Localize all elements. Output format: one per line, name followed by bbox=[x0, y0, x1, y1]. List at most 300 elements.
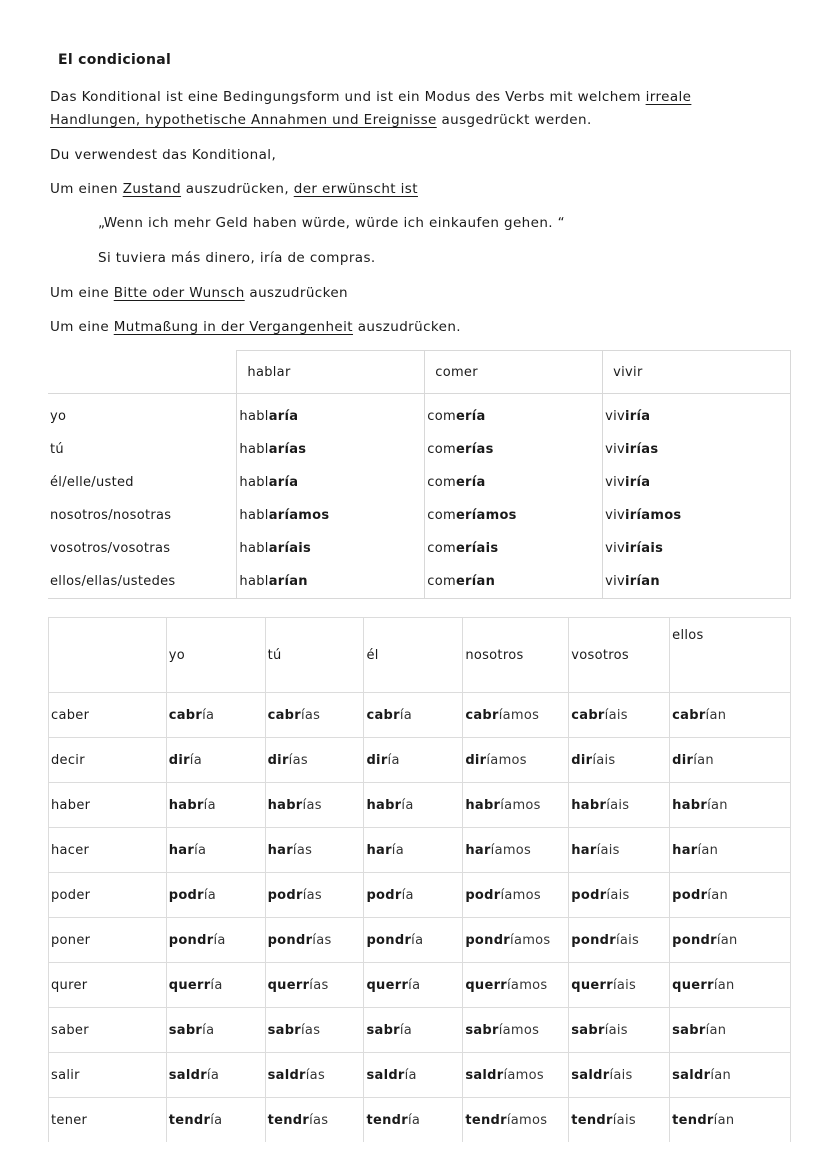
verb-stem: querr bbox=[366, 977, 409, 993]
verb-stem: dir bbox=[465, 752, 487, 768]
conjugation-cell bbox=[670, 1008, 791, 1053]
table-row bbox=[48, 466, 791, 499]
verb-stem: podr bbox=[672, 887, 708, 903]
verb-ending: ían bbox=[716, 932, 738, 948]
verb-ending: ía bbox=[202, 1022, 215, 1038]
verb-ending: íais bbox=[606, 797, 630, 813]
verb-stem: pondr bbox=[168, 932, 214, 948]
table-row bbox=[49, 963, 791, 1008]
conjugation-cell bbox=[364, 918, 463, 963]
zustand-mid: auszudrücken, bbox=[181, 181, 294, 197]
bitte-underline: Bitte oder Wunsch bbox=[113, 285, 245, 301]
verb-stem: tendr bbox=[672, 1112, 714, 1128]
conjugation-cell bbox=[603, 394, 791, 434]
conjugation-cell bbox=[364, 783, 463, 828]
verb-ending: ería bbox=[455, 409, 486, 424]
intro-underline-handlungen: Handlungen, hypothetische Annahmen und Ereignisse bbox=[50, 112, 437, 128]
verb-ending: ías bbox=[301, 1022, 321, 1038]
verb-stem: cabr bbox=[465, 707, 499, 723]
conjugation-cell bbox=[364, 828, 463, 873]
verb-stem: saldr bbox=[168, 1067, 207, 1083]
person-cell: tú bbox=[50, 442, 64, 457]
conjugation-cell bbox=[569, 1098, 670, 1143]
table-header-row bbox=[49, 618, 791, 693]
verb-stem: cabr bbox=[168, 707, 203, 723]
verb-stem: dir bbox=[267, 752, 289, 768]
conjugation-cell bbox=[166, 828, 265, 873]
verb-ending: íamos bbox=[510, 932, 551, 948]
verb-ending: íamos bbox=[503, 1067, 544, 1083]
verb-ending: ía bbox=[404, 1067, 417, 1083]
conjugation-cell bbox=[603, 532, 791, 565]
verb-stem: querr bbox=[267, 977, 310, 993]
verb-stem: tendr bbox=[168, 1112, 211, 1128]
conjugation-cell bbox=[166, 1008, 265, 1053]
verb-infinitive-cell: saber bbox=[49, 1008, 167, 1053]
verb-ending: íais bbox=[615, 932, 640, 948]
verb-stem: querr bbox=[571, 977, 613, 993]
verb-ending: arías bbox=[268, 442, 307, 457]
verb-ending: ería bbox=[455, 475, 486, 490]
verb-stem: saldr bbox=[571, 1067, 610, 1083]
verb-stem: querr bbox=[465, 977, 508, 993]
conjugation-cell bbox=[237, 466, 425, 499]
verb-ending: ían bbox=[713, 1112, 735, 1128]
verb-stem: habl bbox=[239, 541, 269, 556]
verb-ending: íais bbox=[604, 1022, 628, 1038]
verb-stem: viv bbox=[605, 574, 626, 589]
verb-stem: pondr bbox=[465, 932, 511, 948]
person-cell: yo bbox=[50, 409, 67, 424]
verb-infinitive-cell: poner bbox=[49, 918, 167, 963]
conjugation-cell bbox=[670, 738, 791, 783]
verb-ending: ía bbox=[210, 1112, 223, 1128]
verb-stem: habr bbox=[267, 797, 303, 813]
verb-stem: har bbox=[366, 842, 392, 858]
verb-ending: aría bbox=[268, 409, 299, 424]
conjugation-cell bbox=[603, 499, 791, 532]
verb-stem: cabr bbox=[571, 707, 605, 723]
table-header-row bbox=[48, 351, 791, 394]
verb-stem: sabr bbox=[571, 1022, 605, 1038]
verb-ending: iría bbox=[625, 409, 651, 424]
verb-ending: ían bbox=[697, 842, 719, 858]
verb-ending: ía bbox=[391, 842, 404, 858]
verb-stem: tendr bbox=[366, 1112, 408, 1128]
verb-stem: cabr bbox=[366, 707, 400, 723]
verb-stem: com bbox=[427, 475, 456, 490]
conjugation-cell bbox=[364, 738, 463, 783]
conjugation-cell bbox=[670, 693, 791, 738]
conjugation-cell bbox=[265, 1053, 364, 1098]
verb-stem: com bbox=[427, 442, 456, 457]
conjugation-cell bbox=[569, 828, 670, 873]
verb-stem: querr bbox=[672, 977, 714, 993]
verb-stem: sabr bbox=[168, 1022, 203, 1038]
verb-ending: ían bbox=[707, 797, 728, 813]
conjugation-cell bbox=[463, 1098, 569, 1143]
conjugation-cell bbox=[670, 1053, 791, 1098]
verb-stem: har bbox=[672, 842, 698, 858]
conjugation-cell bbox=[425, 532, 603, 565]
conjugation-cell bbox=[237, 433, 425, 466]
conjugation-cell bbox=[425, 499, 603, 532]
verb-stem: querr bbox=[168, 977, 211, 993]
verb-ending: aría bbox=[268, 475, 299, 490]
conjugation-cell bbox=[265, 963, 364, 1008]
conjugation-cell bbox=[166, 693, 265, 738]
verb-ending: íais bbox=[612, 1112, 636, 1128]
verb-stem: saldr bbox=[267, 1067, 306, 1083]
verb-stem: sabr bbox=[672, 1022, 706, 1038]
verb-stem: dir bbox=[366, 752, 388, 768]
conjugation-cell bbox=[463, 1053, 569, 1098]
conjugation-cell bbox=[603, 565, 791, 599]
verb-stem: tendr bbox=[571, 1112, 613, 1128]
conjugation-cell bbox=[569, 918, 670, 963]
verb-stem: habl bbox=[239, 574, 269, 589]
conjugation-cell bbox=[425, 433, 603, 466]
column-header: él bbox=[364, 618, 463, 693]
conjugation-cell bbox=[569, 693, 670, 738]
verb-ending: aríamos bbox=[268, 508, 330, 523]
verb-ending: ía bbox=[411, 932, 424, 948]
person-cell: ellos/ellas/ustedes bbox=[48, 565, 237, 599]
conjugation-cell bbox=[265, 873, 364, 918]
verb-ending: íais bbox=[609, 1067, 633, 1083]
verb-stem: podr bbox=[465, 887, 501, 903]
conjugation-cell bbox=[463, 963, 569, 1008]
verb-stem: com bbox=[427, 508, 456, 523]
column-header: nosotros bbox=[463, 618, 569, 693]
verb-stem: cabr bbox=[672, 707, 706, 723]
verb-stem: podr bbox=[571, 887, 607, 903]
verb-ending: ías bbox=[305, 1067, 326, 1083]
person-cell: nosotros/nosotras bbox=[50, 508, 172, 523]
page-title: El condicional bbox=[58, 52, 172, 68]
conjugation-cell bbox=[425, 394, 603, 434]
verb-ending: iríais bbox=[625, 541, 664, 556]
verb-stem: cabr bbox=[267, 707, 301, 723]
verb-ending: ías bbox=[288, 752, 308, 768]
verb-ending: ían bbox=[710, 1067, 732, 1083]
verb-stem: sabr bbox=[366, 1022, 400, 1038]
conjugation-cell bbox=[265, 1098, 364, 1143]
verb-stem: har bbox=[168, 842, 195, 858]
column-header: vosotros bbox=[569, 618, 670, 693]
verb-ending: ía bbox=[399, 1022, 413, 1038]
zustand-prefix: Um einen bbox=[50, 181, 123, 197]
verb-infinitive-cell: caber bbox=[49, 693, 167, 738]
conjugation-cell bbox=[569, 1008, 670, 1053]
verb-stem: viv bbox=[605, 541, 626, 556]
conjugation-cell bbox=[364, 1053, 463, 1098]
verb-ending: íamos bbox=[490, 842, 532, 858]
verb-ending: ían bbox=[707, 887, 729, 903]
intro-line-1 bbox=[50, 89, 691, 105]
verb-stem: viv bbox=[605, 442, 626, 457]
table-row bbox=[49, 1053, 791, 1098]
verb-infinitive-cell: poder bbox=[49, 873, 167, 918]
verb-ending: íamos bbox=[498, 707, 540, 723]
verb-stem: saldr bbox=[366, 1067, 405, 1083]
mutmassung-line bbox=[50, 319, 461, 335]
person-cell: vosotros/vosotras bbox=[50, 541, 171, 556]
verb-ending: ía bbox=[387, 752, 400, 768]
verb-stem: habl bbox=[239, 409, 269, 424]
conjugation-cell bbox=[364, 1008, 463, 1053]
table-row bbox=[49, 1008, 791, 1053]
verb-infinitive-cell: hacer bbox=[49, 828, 167, 873]
verb-stem: habr bbox=[366, 797, 402, 813]
verb-stem: dir bbox=[168, 752, 190, 768]
verb-ending: ía bbox=[401, 797, 414, 813]
verb-stem: pondr bbox=[672, 932, 717, 948]
verb-ending: ían bbox=[705, 1022, 727, 1038]
conjugation-cell bbox=[364, 1098, 463, 1143]
column-header: comer bbox=[425, 351, 603, 394]
table-row bbox=[49, 828, 791, 873]
verb-ending: ía bbox=[203, 887, 217, 903]
verb-stem: sabr bbox=[465, 1022, 499, 1038]
verb-ending: irían bbox=[625, 574, 660, 589]
irregular-conjugation-table bbox=[48, 617, 791, 1142]
verb-ending: íamos bbox=[507, 977, 548, 993]
verb-stem: viv bbox=[605, 409, 626, 424]
verb-stem: habl bbox=[239, 442, 269, 457]
use-line: Du verwendest das Konditional, bbox=[50, 147, 277, 163]
conjugation-cell bbox=[463, 693, 569, 738]
verb-stem: com bbox=[427, 574, 456, 589]
bitte-prefix: Um eine bbox=[50, 285, 114, 301]
table-row bbox=[49, 783, 791, 828]
verb-stem: har bbox=[267, 842, 293, 858]
verb-stem: podr bbox=[168, 887, 204, 903]
conjugation-cell bbox=[166, 918, 265, 963]
verb-ending: íais bbox=[612, 977, 637, 993]
verb-ending: ías bbox=[300, 707, 321, 723]
column-header: yo bbox=[166, 618, 265, 693]
intro-text: Das Konditional ist eine Bedingungsform und ist ein Modus des Verbs mit welchem bbox=[50, 89, 646, 105]
verb-stem: tendr bbox=[465, 1112, 507, 1128]
verb-stem: viv bbox=[605, 475, 626, 490]
verb-ending: eríais bbox=[455, 541, 499, 556]
table-row bbox=[48, 532, 791, 565]
verb-ending: erías bbox=[455, 442, 494, 457]
verb-ending: ía bbox=[202, 707, 215, 723]
verb-stem: habr bbox=[672, 797, 708, 813]
verb-ending: eríamos bbox=[455, 508, 517, 523]
conjugation-cell bbox=[463, 783, 569, 828]
column-header bbox=[48, 351, 237, 394]
verb-stem: dir bbox=[672, 752, 694, 768]
conjugation-cell bbox=[166, 1098, 265, 1143]
conjugation-cell bbox=[364, 693, 463, 738]
verb-ending: ía bbox=[203, 797, 216, 813]
table-row bbox=[49, 873, 791, 918]
conjugation-cell bbox=[166, 738, 265, 783]
conjugation-cell bbox=[670, 1098, 791, 1143]
verb-ending: íais bbox=[604, 707, 628, 723]
verb-ending: ía bbox=[407, 1112, 421, 1128]
bitte-line bbox=[50, 285, 348, 301]
table-row bbox=[49, 693, 791, 738]
example-german: „Wenn ich mehr Geld haben würde, würde ich einkaufen gehen. “ bbox=[98, 215, 566, 231]
verb-stem: podr bbox=[267, 887, 303, 903]
conjugation-cell bbox=[569, 783, 670, 828]
conjugation-cell bbox=[166, 1053, 265, 1098]
table-row bbox=[49, 738, 791, 783]
verb-ending: íamos bbox=[498, 1022, 540, 1038]
conjugation-cell bbox=[603, 466, 791, 499]
table-row bbox=[48, 499, 791, 532]
conjugation-cell bbox=[364, 873, 463, 918]
conjugation-cell bbox=[265, 783, 364, 828]
verb-ending: íais bbox=[606, 887, 630, 903]
conjugation-cell bbox=[237, 499, 425, 532]
table-row bbox=[48, 394, 791, 434]
verb-ending: ías bbox=[302, 887, 322, 903]
verb-ending: ían bbox=[713, 977, 735, 993]
person-cell: él/elle/usted bbox=[50, 475, 134, 490]
conjugation-cell bbox=[265, 738, 364, 783]
verb-ending: ía bbox=[399, 707, 413, 723]
verb-ending: arían bbox=[268, 574, 308, 589]
verb-stem: har bbox=[465, 842, 491, 858]
verb-ending: aríais bbox=[268, 541, 312, 556]
conjugation-cell bbox=[670, 918, 791, 963]
table-row bbox=[48, 565, 791, 599]
intro-line-2 bbox=[50, 112, 592, 128]
example-spanish: Si tuviera más dinero, iría de compras. bbox=[98, 250, 376, 266]
zustand-line bbox=[50, 181, 418, 197]
verb-ending: iríamos bbox=[625, 508, 682, 523]
verb-stem: podr bbox=[366, 887, 402, 903]
verb-ending: irías bbox=[625, 442, 659, 457]
verb-stem: habl bbox=[239, 508, 269, 523]
column-header bbox=[49, 618, 167, 693]
mutmassung-underline: Mutmaßung in der Vergangenheit bbox=[113, 319, 353, 335]
verb-ending: ía bbox=[194, 842, 207, 858]
conjugation-cell bbox=[670, 783, 791, 828]
verb-stem: com bbox=[427, 409, 456, 424]
verb-ending: íais bbox=[596, 842, 620, 858]
conjugation-cell bbox=[569, 963, 670, 1008]
verb-stem: har bbox=[571, 842, 597, 858]
verb-ending: ías bbox=[309, 977, 329, 993]
verb-ending: ías bbox=[292, 842, 313, 858]
verb-infinitive-cell: haber bbox=[49, 783, 167, 828]
verb-stem: sabr bbox=[267, 1022, 302, 1038]
erwuenscht-underline: der erwünscht ist bbox=[293, 181, 418, 197]
verb-ending: ías bbox=[302, 797, 322, 813]
table-row bbox=[49, 1098, 791, 1143]
column-header: vivir bbox=[603, 351, 791, 394]
conjugation-cell bbox=[166, 963, 265, 1008]
verb-ending: ía bbox=[408, 977, 421, 993]
verb-ending: ías bbox=[309, 1112, 329, 1128]
verb-stem: saldr bbox=[672, 1067, 711, 1083]
verb-ending: íamos bbox=[500, 797, 541, 813]
conjugation-cell bbox=[569, 873, 670, 918]
intro-underline-irreale: irreale bbox=[645, 89, 692, 105]
table-row bbox=[49, 918, 791, 963]
verb-ending: iría bbox=[625, 475, 651, 490]
verb-stem: pondr bbox=[267, 932, 313, 948]
conjugation-cell bbox=[166, 783, 265, 828]
column-header: tú bbox=[265, 618, 364, 693]
conjugation-cell bbox=[603, 433, 791, 466]
intro-text-end: ausgedrückt werden. bbox=[436, 112, 592, 128]
verb-infinitive-cell: qurer bbox=[49, 963, 167, 1008]
verb-stem: habl bbox=[239, 475, 269, 490]
column-header: ellos bbox=[670, 618, 791, 693]
conjugation-cell bbox=[425, 565, 603, 599]
verb-ending: íamos bbox=[506, 1112, 548, 1128]
verb-stem: com bbox=[427, 541, 456, 556]
conjugation-cell bbox=[670, 828, 791, 873]
verb-ending: ían bbox=[693, 752, 714, 768]
verb-stem: pondr bbox=[571, 932, 616, 948]
mutmassung-prefix: Um eine bbox=[50, 319, 114, 335]
verb-ending: íais bbox=[592, 752, 616, 768]
conjugation-cell bbox=[569, 1053, 670, 1098]
verb-infinitive-cell: tener bbox=[49, 1098, 167, 1143]
conjugation-cell bbox=[463, 918, 569, 963]
verb-infinitive-cell: decir bbox=[49, 738, 167, 783]
bitte-suffix: auszudrücken bbox=[244, 285, 348, 301]
verb-stem: habr bbox=[571, 797, 607, 813]
conjugation-cell bbox=[463, 1008, 569, 1053]
verb-stem: viv bbox=[605, 508, 626, 523]
conjugation-cell bbox=[237, 532, 425, 565]
conjugation-cell bbox=[463, 828, 569, 873]
conjugation-cell bbox=[463, 738, 569, 783]
zustand-underline: Zustand bbox=[122, 181, 182, 197]
verb-ending: ía bbox=[210, 977, 223, 993]
conjugation-cell bbox=[463, 873, 569, 918]
verb-stem: saldr bbox=[465, 1067, 504, 1083]
verb-stem: habr bbox=[168, 797, 204, 813]
column-header: hablar bbox=[237, 351, 425, 394]
verb-ending: ía bbox=[206, 1067, 220, 1083]
verb-infinitive-cell: salir bbox=[49, 1053, 167, 1098]
verb-ending: ías bbox=[312, 932, 332, 948]
verb-ending: íamos bbox=[486, 752, 527, 768]
conjugation-cell bbox=[265, 693, 364, 738]
conjugation-cell bbox=[265, 918, 364, 963]
verb-ending: ían bbox=[705, 707, 727, 723]
conjugation-cell bbox=[265, 1008, 364, 1053]
conjugation-cell bbox=[670, 873, 791, 918]
conjugation-cell bbox=[670, 963, 791, 1008]
verb-stem: pondr bbox=[366, 932, 412, 948]
verb-ending: ía bbox=[213, 932, 226, 948]
table-row bbox=[48, 433, 791, 466]
verb-ending: íamos bbox=[500, 887, 541, 903]
verb-ending: ía bbox=[189, 752, 202, 768]
conjugation-cell bbox=[237, 394, 425, 434]
mutmassung-suffix: auszudrücken. bbox=[353, 319, 461, 335]
verb-stem: habr bbox=[465, 797, 501, 813]
verb-stem: tendr bbox=[267, 1112, 310, 1128]
conjugation-cell bbox=[265, 828, 364, 873]
verb-stem: dir bbox=[571, 752, 593, 768]
conjugation-cell bbox=[569, 738, 670, 783]
conjugation-cell bbox=[364, 963, 463, 1008]
conjugation-cell bbox=[425, 466, 603, 499]
conjugation-cell bbox=[166, 873, 265, 918]
